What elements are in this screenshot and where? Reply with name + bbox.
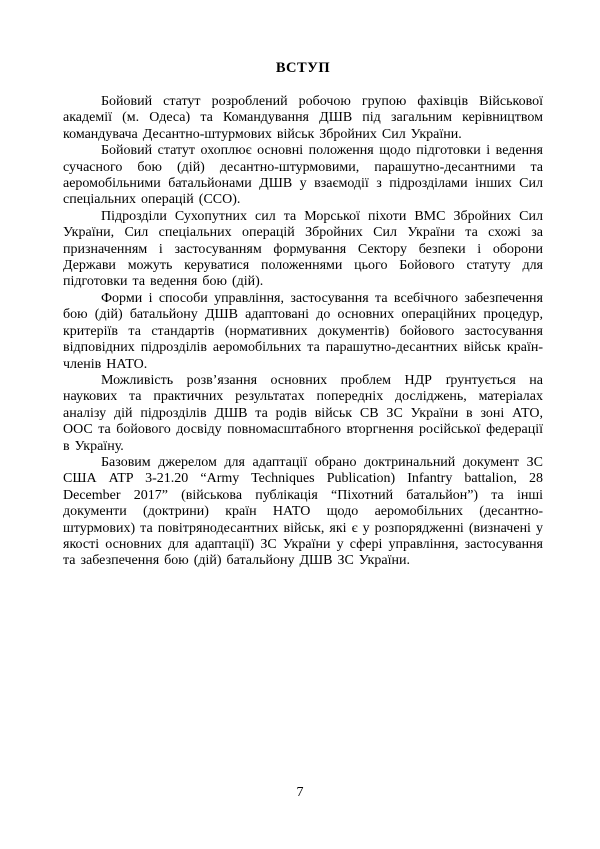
paragraph-intro-authors: Бойовий статут розроблений робочою групою фахівців Військової академії (м. Одеса) та Командування ДШВ під загальним керівництвом командувача Десантно-штурмових військ Збройних Сил України.: [63, 94, 543, 142]
paragraph-nato-standards: Форми і способи управління, застосування та всебічного забезпечення бою (дій) батальйону ДШВ адаптовані до основних операційних процедур, критеріїв та стандартів (нормативних документів) бойового застосування відповідних підрозділів аеромобільних та парашутно-десантних військ країн-членів НАТО.: [63, 290, 543, 372]
page-number: 7: [296, 785, 304, 800]
paragraph-research-basis: Можливість розв’язання основних проблем НДР ґрунтується на наукових та практичних результатах попередніх досліджень, матеріалах аналізу дій підрозділів ДШВ та родів військ СВ ЗС України в зоні АТО, ООС та бойового досвіду повномасштабного вторгнення російської федерації в Україну.: [63, 372, 543, 454]
page-title: ВСТУП: [275, 60, 331, 76]
paragraph-source-doctrine: Базовим джерелом для адаптації обрано доктринальний документ ЗС США ATP 3-21.20 “Army Techniques Publication) Infantry battalion, 28 December 2017” (військова публікація “Піхотний батальйон”) та інші документи (доктрини) країн НАТО щодо аеромобільних (десантно-штурмових) та повітрянодесантних військ, які є у розпорядженні (визначені у якості основних для адаптації) ЗС України у сфері управління, застосування та забезпечення бою (дій) батальйону ДШВ ЗС України.: [63, 454, 543, 569]
paragraph-applicability: Підрозділи Сухопутних сил та Морської піхоти ВМС Збройних Сил України, Сил спеціальних операцій Збройних Сил України та схожі за призначенням і застосуванням формування Сектору безпеки і оборони Держави можуть керуватися положеннями цього Бойового статуту для підготовки та ведення бою (дій).: [63, 208, 543, 290]
paragraph-scope: Бойовий статут охоплює основні положення щодо підготовки і ведення сучасного бою (дій) десантно-штурмовими, парашутно-десантними та аеромобільними батальйонами ДШВ у взаємодії з підрозділами інших Сил спеціальних операцій (ССО).: [63, 143, 543, 208]
page-content: [63, 60, 543, 570]
